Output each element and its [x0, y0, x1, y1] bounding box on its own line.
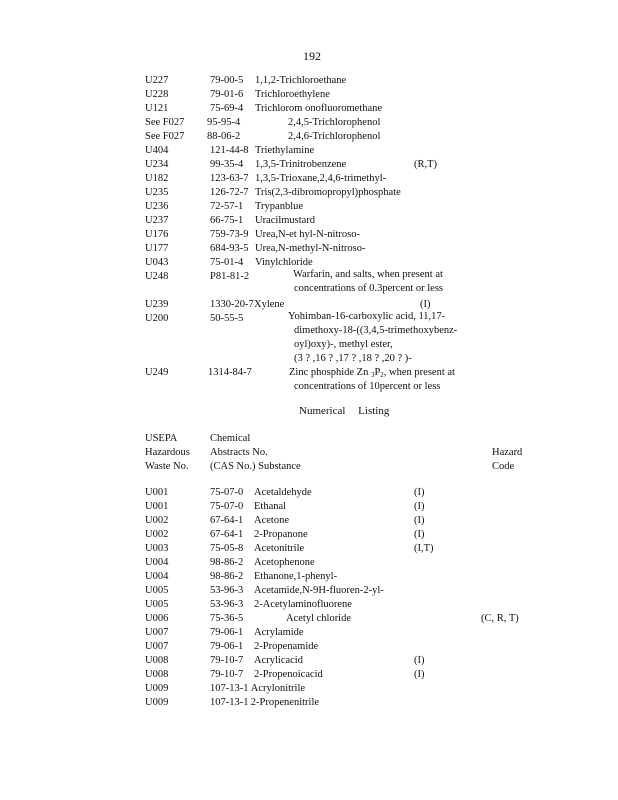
substance: Urea,N-methyl-N-nitroso-	[255, 243, 366, 254]
substance: Ethanal	[254, 501, 287, 512]
hazard-code: (R,T)	[414, 159, 438, 170]
substance: Xylene	[254, 299, 285, 310]
u200-line: dimethoxy-18-((3,4,5-trimethoxybenz-	[294, 325, 458, 336]
cas-number: 684-93-5	[210, 243, 249, 254]
u200-line: Yohimban-16-carboxylic acid, 11,17-	[288, 311, 446, 322]
substance: 2,4,6-Trichlorophenol	[288, 131, 381, 142]
header-waste-no: Hazardous	[145, 447, 190, 458]
waste-code: U007	[145, 627, 169, 638]
waste-code: U003	[145, 543, 169, 554]
header-cas-substance: Abstracts No.	[210, 447, 268, 458]
substance: Ethanone,1-phenyl-	[254, 571, 338, 582]
cas-number: 75-07-0	[210, 501, 244, 512]
waste-code: U002	[145, 515, 169, 526]
u249-line-2: concentrations of 10percent or less	[294, 381, 441, 392]
cas-number: 79-00-5	[210, 75, 244, 86]
section-title: Numerical Listing	[299, 405, 390, 417]
waste-code: U237	[145, 215, 169, 226]
substance: 2-Propanone	[254, 529, 308, 540]
substance: Urea,N-et hyl-N-nitroso-	[255, 229, 360, 240]
waste-code: U234	[145, 159, 169, 170]
substance: Trichloroethylene	[255, 89, 330, 100]
waste-code: U200	[145, 313, 169, 324]
cas-number: 50-55-5	[210, 313, 244, 324]
substance: Trypanblue	[255, 201, 304, 212]
cas-number: 72-57-1	[210, 201, 244, 212]
cas-number: 95-95-4	[207, 117, 241, 128]
cas-number: 759-73-9	[210, 229, 249, 240]
hazard-code: (I)	[414, 669, 425, 680]
waste-code: U248	[145, 271, 169, 282]
waste-code: U228	[145, 89, 169, 100]
cas-number: P81-81-2	[210, 271, 250, 282]
cas-number: 1330-20-7	[210, 299, 254, 310]
waste-code: U002	[145, 529, 169, 540]
cas-number: 98-86-2	[210, 571, 244, 582]
waste-code: U249	[145, 367, 169, 378]
waste-code: U009	[145, 697, 169, 708]
waste-code: U177	[145, 243, 169, 254]
substance: Acetonitrile	[254, 543, 305, 554]
cas-number: 123-63-7	[210, 173, 249, 184]
substance: 2-Acetylaminofluorene	[254, 599, 352, 610]
cas-number: 79-06-1	[210, 641, 244, 652]
substance: Tris(2,3-dibromopropyl)phosphate	[255, 187, 401, 198]
cas-number: 75-05-8	[210, 543, 244, 554]
waste-code: U008	[145, 655, 169, 666]
cas-number: 75-01-4	[210, 257, 244, 268]
header-cas-substance: Chemical	[210, 433, 251, 444]
header-hazard-code: Hazard	[492, 447, 523, 458]
cas-number: 66-75-1	[210, 215, 244, 226]
cas-number: 107-13-1	[210, 683, 249, 694]
header-cas-substance: (CAS No.) Substance	[210, 461, 301, 472]
cas-number: 99-35-4	[210, 159, 244, 170]
substance: Acetamide,N-9H-fluoren-2-yl-	[254, 585, 384, 596]
waste-code: U009	[145, 683, 169, 694]
waste-code: U004	[145, 571, 169, 582]
substance: 2-Propenamide	[254, 641, 319, 652]
cas-number: 79-10-7	[210, 655, 244, 666]
waste-code: U239	[145, 299, 169, 310]
substance: Acrylonitrile	[250, 683, 306, 694]
hazard-code: (I)	[414, 655, 425, 666]
hazard-code: (I)	[414, 487, 425, 498]
waste-code: See F027	[145, 131, 185, 142]
substance: Acrylamide	[254, 627, 304, 638]
waste-code: U236	[145, 201, 169, 212]
u248-line: Warfarin, and salts, when present at	[293, 269, 443, 280]
waste-code: U001	[145, 487, 169, 498]
substance: Acetophenone	[254, 557, 315, 568]
waste-code: U404	[145, 145, 169, 156]
waste-code: U182	[145, 173, 169, 184]
u249-line-1: Zinc phosphide Zn $_3P_2$, when present at	[289, 367, 455, 379]
substance: Triethylamine	[255, 145, 315, 156]
header-waste-no: USEPA	[145, 433, 178, 444]
header-waste-no: Waste No.	[145, 461, 189, 472]
cas-number: 98-86-2	[210, 557, 244, 568]
substance: Acrylicacid	[254, 655, 303, 666]
hazard-code: (I)	[420, 299, 431, 310]
waste-code: U043	[145, 257, 169, 268]
cas-number: 79-10-7	[210, 669, 244, 680]
cas-number: 53-96-3	[210, 599, 244, 610]
cas-number: 79-06-1	[210, 627, 244, 638]
waste-code: U235	[145, 187, 169, 198]
cas-number: 67-64-1	[210, 529, 244, 540]
cas-number: 126-72-7	[210, 187, 249, 198]
substance: Vinylchloride	[255, 257, 313, 268]
u200-line: oyl)oxy)-, methyl ester,	[294, 339, 393, 350]
cas-number: 79-01-6	[210, 89, 244, 100]
waste-code: U227	[145, 75, 169, 86]
waste-code: U005	[145, 585, 169, 596]
substance: 2-Propenenitrile	[250, 697, 320, 708]
waste-code: U004	[145, 557, 169, 568]
u248-line: concentrations of 0.3percent or less	[294, 283, 443, 294]
substance: 1,1,2-Trichloroethane	[255, 75, 347, 86]
substance: 2,4,5-Trichlorophenol	[288, 117, 381, 128]
substance: 1,3,5-Trinitrobenzene	[255, 159, 347, 170]
waste-code: U005	[145, 599, 169, 610]
substance: Uracilmustard	[255, 215, 316, 226]
hazard-code: (I)	[414, 501, 425, 512]
substance: Acetone	[254, 515, 289, 526]
waste-code: U007	[145, 641, 169, 652]
cas-number: 107-13-1	[210, 697, 249, 708]
waste-code: U176	[145, 229, 169, 240]
cas-number: 88-06-2	[207, 131, 241, 142]
page-number: 192	[303, 49, 321, 63]
cas-number: 75-69-4	[210, 103, 244, 114]
substance: 2-Propenoicacid	[254, 669, 323, 680]
substance: 1,3,5-Trioxane,2,4,6-trimethyl-	[255, 173, 387, 184]
hazard-code: (I)	[414, 515, 425, 526]
hazard-code: (I,T)	[414, 543, 434, 554]
substance: Acetaldehyde	[254, 487, 312, 498]
waste-code: U008	[145, 669, 169, 680]
cas-number: 1314-84-7	[208, 367, 252, 378]
cas-number: 75-07-0	[210, 487, 244, 498]
u200-line: (3 ? ,16 ? ,17 ? ,18 ? ,20 ? )-	[294, 353, 412, 364]
cas-number: 53-96-3	[210, 585, 244, 596]
waste-code: U001	[145, 501, 169, 512]
header-hazard-code: Code	[492, 461, 515, 472]
cas-number: 67-64-1	[210, 515, 244, 526]
hazard-code: (I)	[414, 529, 425, 540]
waste-code: U006	[145, 613, 169, 624]
cas-number: 121-44-8	[210, 145, 249, 156]
waste-code: U121	[145, 103, 169, 114]
hazard-code: (C, R, T)	[481, 613, 519, 624]
substance: Acetyl chloride	[286, 613, 352, 624]
waste-code: See F027	[145, 117, 185, 128]
substance: Trichlorom onofluoromethane	[255, 103, 383, 114]
cas-number: 75-36-5	[210, 613, 244, 624]
